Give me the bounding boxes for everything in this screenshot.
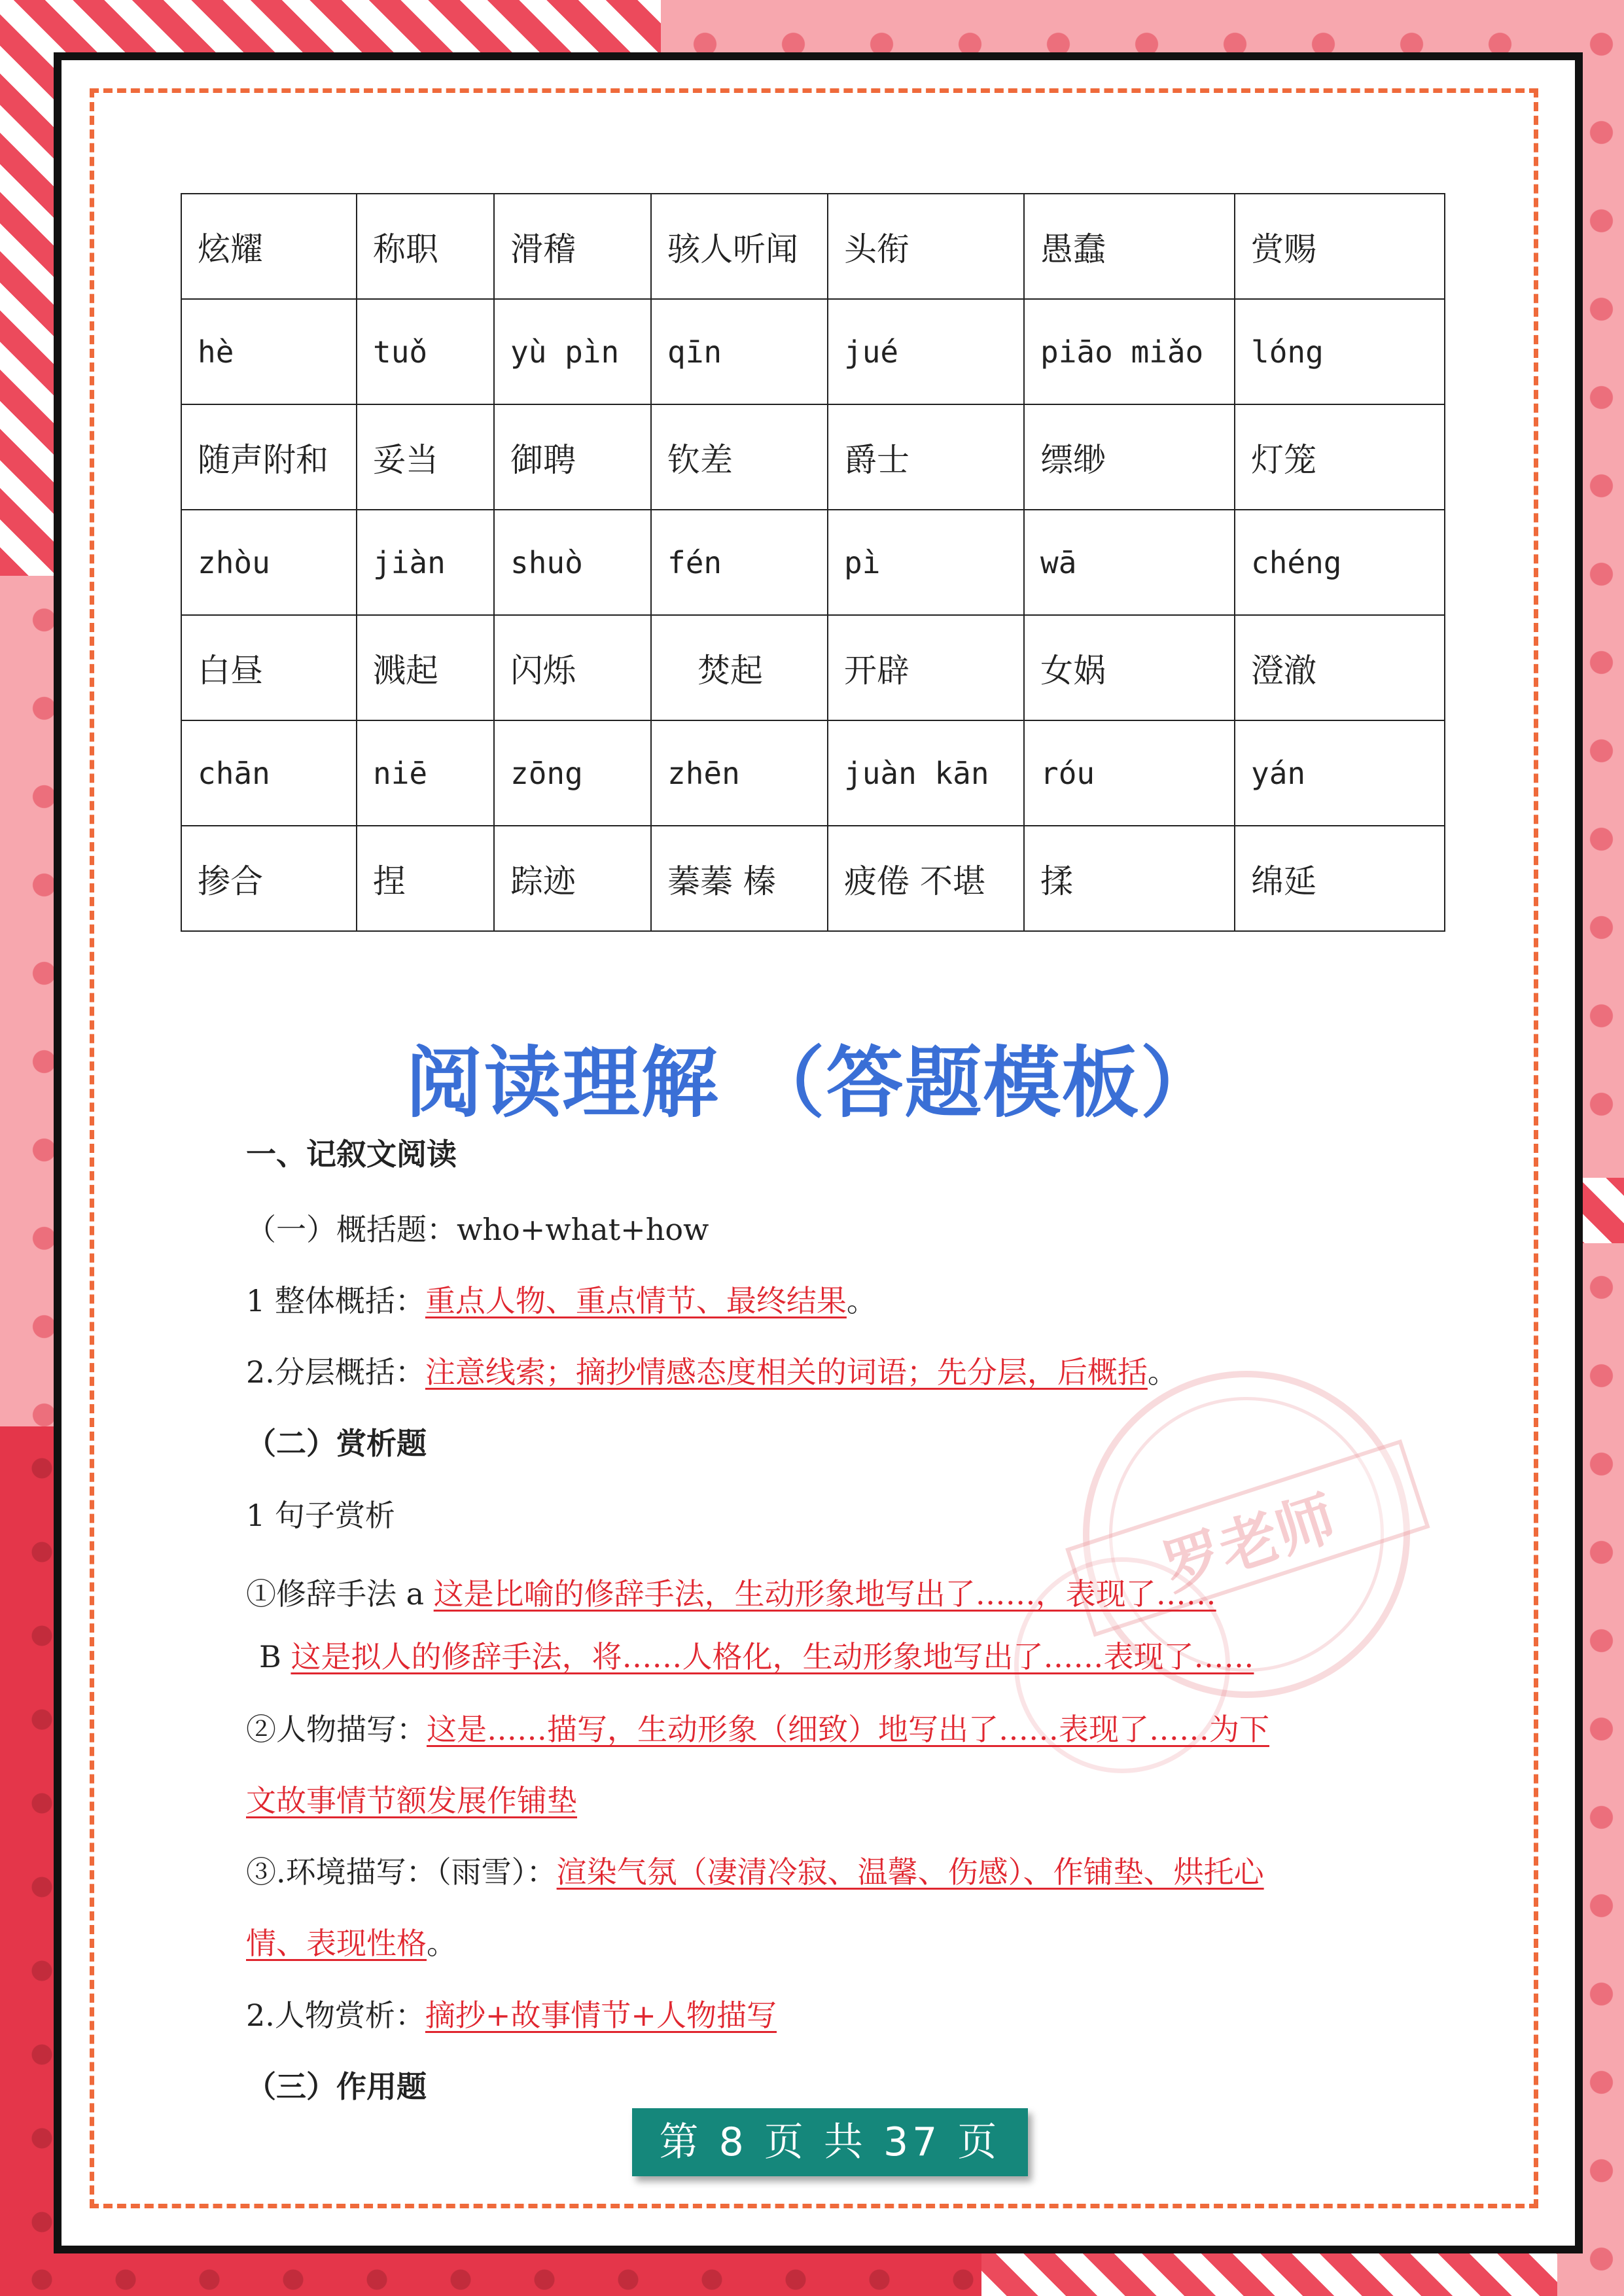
answer-text: 情、表现性格 (246, 1926, 427, 1961)
item-prefix: 2.分层概括： (246, 1354, 425, 1390)
environment-description-line-2 (246, 1920, 457, 1963)
item-prefix: ①修辞手法 a (246, 1576, 434, 1612)
question-heading-function: （三）作用题 (246, 2069, 427, 2104)
answer-text: 这是……描写，生动形象（细致）地写出了……表现了……为下 (427, 1712, 1269, 1747)
table-cell: fén (651, 510, 828, 615)
table-cell: 灯笼 (1235, 404, 1445, 510)
page-title: 阅读理解 （答题模板） (405, 1038, 1219, 1128)
question-heading-summary: （一）概括题：who+what+how (246, 1212, 709, 1247)
table-cell: 溅起 (357, 615, 494, 720)
page-number-badge: 第 8 页 共 37 页 (632, 2108, 1028, 2176)
character-description-line-1 (246, 1706, 1269, 1749)
table-cell: 开辟 (828, 615, 1024, 720)
table-cell: qīn (651, 299, 828, 404)
answer-text: 这是拟人的修辞手法，将……人格化，生动形象地写出了……表现了…… (291, 1639, 1254, 1674)
table-cell: 蓁蓁 榛 (651, 826, 828, 931)
table-cell: 愚蠢 (1024, 194, 1235, 299)
table-cell: 御聘 (494, 404, 651, 510)
item-suffix: 。 (427, 1926, 457, 1961)
answer-text: 注意线索；摘抄情感态度相关的词语；先分层，后概括 (425, 1354, 1148, 1390)
vocab-table (181, 193, 1445, 932)
table-cell: 滑稽 (494, 194, 651, 299)
table-cell: 赏赐 (1235, 194, 1445, 299)
table-cell: lóng (1235, 299, 1445, 404)
table-cell: zhēn (651, 720, 828, 826)
environment-description-line-1 (246, 1848, 1264, 1892)
table-cell: 闪烁 (494, 615, 651, 720)
table-cell: pì (828, 510, 1024, 615)
table-cell: 头衔 (828, 194, 1024, 299)
section-heading: 一、记叙文阅读 (246, 1137, 457, 1172)
answer-text: 重点人物、重点情节、最终结果 (425, 1283, 847, 1318)
table-row (181, 826, 1445, 931)
character-appreciation (246, 1992, 777, 2035)
table-cell: niē (357, 720, 494, 826)
item-prefix: ③.环境描写：（雨雪）： (246, 1854, 557, 1890)
table-cell: jiàn (357, 510, 494, 615)
table-cell: 捏 (357, 826, 494, 931)
table-cell: 焚起 (651, 615, 828, 720)
answer-text: 摘抄+故事情节+人物描写 (425, 1998, 777, 2033)
table-row (181, 404, 1445, 510)
table-cell: 炫耀 (181, 194, 357, 299)
table-cell: chéng (1235, 510, 1445, 615)
table-cell: piāo miǎo (1024, 299, 1235, 404)
table-cell: róu (1024, 720, 1235, 826)
table-cell: 妥当 (357, 404, 494, 510)
table-cell: 爵士 (828, 404, 1024, 510)
table-cell: yù pìn (494, 299, 651, 404)
table-cell: yán (1235, 720, 1445, 826)
summary-item-2 (246, 1349, 1178, 1392)
table-cell: 女娲 (1024, 615, 1235, 720)
watermark-text: 罗老师 (1154, 1483, 1345, 1604)
table-cell: 骇人听闻 (651, 194, 828, 299)
table-cell: 揉 (1024, 826, 1235, 931)
item-prefix: ②人物描写： (246, 1712, 427, 1747)
table-cell: juàn kān (828, 720, 1024, 826)
table-cell: chān (181, 720, 357, 826)
table-row (181, 194, 1445, 299)
item-suffix: 。 (846, 1283, 877, 1318)
item-prefix: 1 整体概括： (246, 1283, 425, 1318)
table-cell: wā (1024, 510, 1235, 615)
table-row (181, 615, 1445, 720)
table-cell: 随声附和 (181, 404, 357, 510)
character-description-line-2 (246, 1777, 577, 1820)
table-cell: tuǒ (357, 299, 494, 404)
table-row (181, 510, 1445, 615)
summary-item-1 (246, 1277, 877, 1320)
table-cell: 白昼 (181, 615, 357, 720)
table-cell: 疲倦 不堪 (828, 826, 1024, 931)
table-cell: 踪迹 (494, 826, 651, 931)
table-row (181, 720, 1445, 826)
table-cell: 绵延 (1235, 826, 1445, 931)
table-cell: shuò (494, 510, 651, 615)
item-prefix: B (259, 1639, 291, 1674)
table-cell: zōng (494, 720, 651, 826)
item-suffix: 。 (1147, 1354, 1178, 1390)
table-cell: zhòu (181, 510, 357, 615)
subsection-sentence-appreciation: 1 句子赏析 (246, 1498, 395, 1533)
table-cell: 澄澈 (1235, 615, 1445, 720)
table-cell: 钦差 (651, 404, 828, 510)
item-prefix: 2.人物赏析： (246, 1998, 425, 2033)
rhetoric-item-a (246, 1570, 1216, 1614)
table-cell: 缥缈 (1024, 404, 1235, 510)
answer-text: 这是比喻的修辞手法，生动形象地写出了……，表现了…… (433, 1576, 1216, 1612)
question-heading-appreciation: （二）赏析题 (246, 1426, 427, 1461)
answer-text: 文故事情节额发展作铺垫 (246, 1783, 577, 1818)
table-cell: 掺合 (181, 826, 357, 931)
answer-text: 渲染气氛（凄清冷寂、温馨、伤感）、作铺垫、烘托心 (556, 1854, 1264, 1890)
table-row (181, 299, 1445, 404)
table-cell: 称职 (357, 194, 494, 299)
table-cell: jué (828, 299, 1024, 404)
rhetoric-item-b (259, 1633, 1254, 1676)
table-cell: hè (181, 299, 357, 404)
